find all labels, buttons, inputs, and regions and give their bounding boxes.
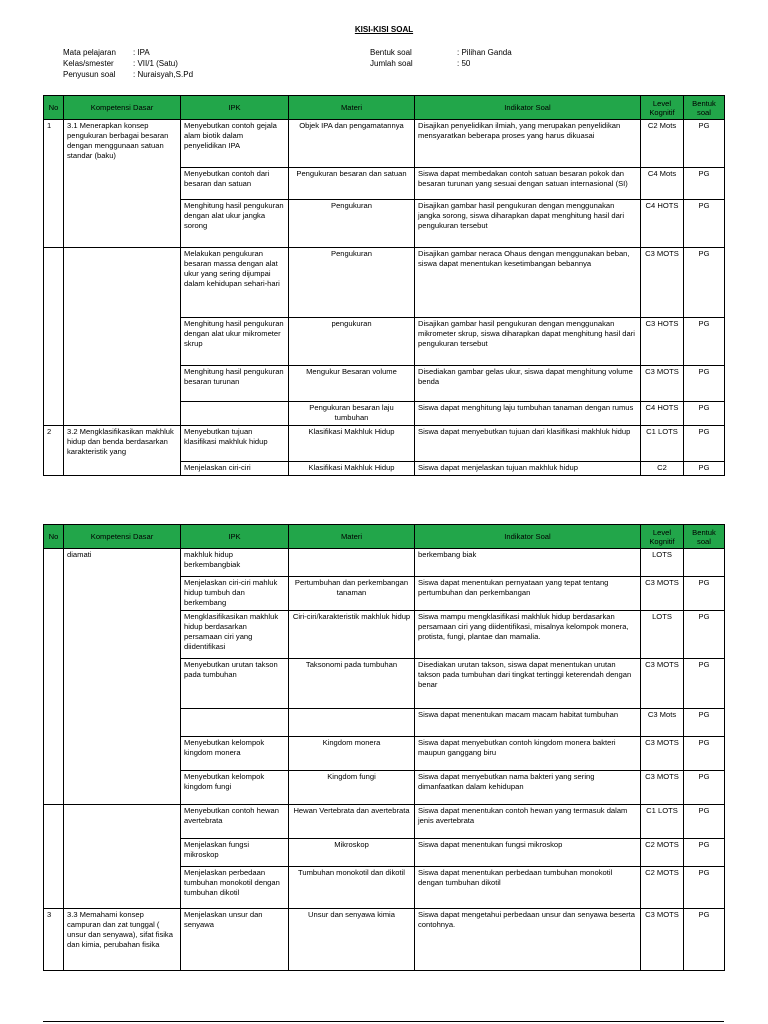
cell-materi: Pertumbuhan dan perkembangan tanaman <box>289 577 415 611</box>
cell-bentuk-soal: PG <box>684 737 725 771</box>
cell-materi: Pengukuran besaran laju tumbuhan <box>289 402 415 426</box>
cell-materi: Unsur dan senyawa kimia <box>289 909 415 971</box>
cell-ipk: Menyebutkan kelompok kingdom fungi <box>181 771 289 805</box>
cell-ipk: Menyebutkan contoh hewan avertebrata <box>181 805 289 839</box>
cell-bentuk-soal: PG <box>684 771 725 805</box>
cell-indikator-soal: Siswa dapat menyebutkan tujuan dari klasifikasi makhluk hidup <box>415 426 641 462</box>
cell-kompetensi-dasar: diamati <box>64 549 181 805</box>
cell-bentuk-soal: PG <box>684 659 725 709</box>
meta-value: : Pilihan Ganda <box>457 48 512 57</box>
table-row <box>44 426 725 462</box>
meta-value: : Nuraisyah,S.Pd <box>133 70 194 79</box>
meta-value: : 50 <box>457 59 471 68</box>
cell-bentuk-soal: PG <box>684 709 725 737</box>
cell-level-kognitif: C4 Mots <box>641 168 684 200</box>
meta-key: Mata pelajaran <box>63 48 116 57</box>
cell-bentuk-soal: PG <box>684 200 725 248</box>
kisi-table-1 <box>43 95 725 476</box>
cell-no: 1 <box>44 120 64 248</box>
table-body <box>44 120 725 476</box>
cell-indikator-soal: Siswa dapat menentukan contoh hewan yang termasuk dalam jenis avertebrata <box>415 805 641 839</box>
cell-level-kognitif: C3 HOTS <box>641 318 684 366</box>
cell-ipk: Menjelaskan fungsi mikroskop <box>181 839 289 867</box>
cell-indikator-soal: berkembang biak <box>415 549 641 577</box>
meta-key: Bentuk soal <box>370 48 412 57</box>
table-row <box>44 549 725 577</box>
cell-materi: Kingdom monera <box>289 737 415 771</box>
meta-left <box>63 47 193 80</box>
meta-row <box>370 47 512 58</box>
cell-kompetensi-dasar: 3.3 Memahami konsep campuran dan zat tunggal ( unsur dan senyawa), sifat fisika dan kimia, perubahan fisika <box>64 909 181 971</box>
cell-bentuk-soal: PG <box>684 867 725 909</box>
cell-indikator-soal: Siswa dapat menyebutkan contoh kingdom monera bakteri maupun ganggang biru <box>415 737 641 771</box>
meta-key: Kelas/smester <box>63 59 114 68</box>
cell-materi: pengukuran <box>289 318 415 366</box>
cell-level-kognitif: C1 LOTS <box>641 805 684 839</box>
cell-materi: Mikroskop <box>289 839 415 867</box>
cell-level-kognitif: C4 HOTS <box>641 200 684 248</box>
cell-indikator-soal: Disajikan gambar neraca Ohaus dengan menggunakan beban, siswa dapat menentukan kesetimbangan bebannya <box>415 248 641 318</box>
header-bentuk-soal: Bentuk soal <box>684 96 725 120</box>
header-ipk: IPK <box>181 525 289 549</box>
cell-ipk: Mengklasifikasikan makhluk hidup berdasarkan persamaan ciri yang diidentifikasi <box>181 611 289 659</box>
table-row <box>44 120 725 168</box>
cell-bentuk-soal: PG <box>684 120 725 168</box>
cell-level-kognitif: C3 MOTS <box>641 909 684 971</box>
cell-materi: Klasifikasi Makhluk Hidup <box>289 426 415 462</box>
kisi-table-2 <box>43 524 725 971</box>
table-header-row <box>44 96 725 120</box>
cell-indikator-soal: Disajikan penyelidikan ilmiah, yang merupakan penyelidikan mensyaratkan beberapa proses yang harus dikuasai <box>415 120 641 168</box>
cell-materi <box>289 549 415 577</box>
cell-materi: Kingdom fungi <box>289 771 415 805</box>
header-level-kognitif: Level Kognitif <box>641 96 684 120</box>
cell-level-kognitif: C3 MOTS <box>641 248 684 318</box>
cell-bentuk-soal: PG <box>684 611 725 659</box>
cell-ipk: makhluk hidup berkembangbiak <box>181 549 289 577</box>
header-no: No <box>44 96 64 120</box>
cell-ipk: Menyebutkan contoh gejala alam biotik dalam penyelidikan IPA <box>181 120 289 168</box>
table-row <box>44 248 725 318</box>
cell-level-kognitif: C4 HOTS <box>641 402 684 426</box>
header-kompetensi-dasar: Kompetensi Dasar <box>64 525 181 549</box>
document-title: KISI-KISI SOAL <box>354 25 414 34</box>
meta-value: : VII/1 (Satu) <box>133 59 178 68</box>
header-no: No <box>44 525 64 549</box>
cell-indikator-soal: Siswa dapat mengetahui perbedaan unsur dan senyawa beserta contohnya. <box>415 909 641 971</box>
meta-row <box>63 47 193 58</box>
cell-ipk: Menghitung hasil pengukuran dengan alat ukur mikrometer skrup <box>181 318 289 366</box>
cell-level-kognitif: C2 MOTS <box>641 867 684 909</box>
meta-key: Penyusun soal <box>63 70 116 79</box>
cell-materi: Ciri-ciri/karakteristik makhluk hidup <box>289 611 415 659</box>
cell-materi: Hewan Vertebrata dan avertebrata <box>289 805 415 839</box>
cell-no <box>44 549 64 805</box>
cell-bentuk-soal: PG <box>684 402 725 426</box>
header-ipk: IPK <box>181 96 289 120</box>
cell-materi: Pengukuran <box>289 248 415 318</box>
cell-indikator-soal: Siswa dapat menjelaskan tujuan makhluk hidup <box>415 462 641 476</box>
cell-bentuk-soal: PG <box>684 168 725 200</box>
cell-materi: Pengukuran <box>289 200 415 248</box>
cell-indikator-soal: Disediakan gambar gelas ukur, siswa dapat menghitung volume benda <box>415 366 641 402</box>
cell-no <box>44 248 64 426</box>
cell-bentuk-soal: PG <box>684 366 725 402</box>
cell-ipk <box>181 402 289 426</box>
cell-materi: Objek IPA dan pengamatannya <box>289 120 415 168</box>
cell-materi: Tumbuhan monokotil dan dikotil <box>289 867 415 909</box>
cell-bentuk-soal <box>684 549 725 577</box>
table-row <box>44 909 725 971</box>
cell-no: 2 <box>44 426 64 476</box>
cell-ipk: Menyebutkan contoh dari besaran dan satuan <box>181 168 289 200</box>
cell-ipk: Melakukan pengukuran besaran massa dengan alat ukur yang sering dijumpai dalam kehidupan sehari-hari <box>181 248 289 318</box>
cell-bentuk-soal: PG <box>684 839 725 867</box>
cell-bentuk-soal: PG <box>684 909 725 971</box>
cell-indikator-soal: Disajikan gambar hasil pengukuran dengan menggunakan mikrometer skrup, siswa diharapkan dapat menghitung hasil dari pengukuran tersebut <box>415 318 641 366</box>
header-bentuk-soal: Bentuk soal <box>684 525 725 549</box>
header-kompetensi-dasar: Kompetensi Dasar <box>64 96 181 120</box>
cell-indikator-soal: Siswa dapat menentukan fungsi mikroskop <box>415 839 641 867</box>
table-body <box>44 549 725 971</box>
cell-materi: Klasifikasi Makhluk Hidup <box>289 462 415 476</box>
cell-indikator-soal: Siswa dapat menentukan macam macam habitat tumbuhan <box>415 709 641 737</box>
cell-ipk: Menyebutkan urutan takson pada tumbuhan <box>181 659 289 709</box>
header-indikator-soal: Indikator Soal <box>415 525 641 549</box>
cell-materi: Mengukur Besaran volume <box>289 366 415 402</box>
cell-level-kognitif: C3 MOTS <box>641 366 684 402</box>
cell-level-kognitif: C3 Mots <box>641 709 684 737</box>
cell-indikator-soal: Siswa dapat menghitung laju tumbuhan tanaman dengan rumus <box>415 402 641 426</box>
cell-no <box>44 805 64 909</box>
meta-value: : IPA <box>133 48 150 57</box>
meta-right <box>370 47 512 69</box>
cell-kompetensi-dasar: 3.1 Menerapkan konsep pengukuran berbagai besaran dengan menggunaan satuan standar (baku) <box>64 120 181 248</box>
cell-level-kognitif: LOTS <box>641 611 684 659</box>
cell-ipk <box>181 709 289 737</box>
cell-level-kognitif: C3 MOTS <box>641 771 684 805</box>
meta-row <box>63 58 193 69</box>
cell-ipk: Menjelaskan ciri-ciri <box>181 462 289 476</box>
cell-level-kognitif: C3 MOTS <box>641 659 684 709</box>
cell-indikator-soal: Siswa dapat menyebutkan nama bakteri yang sering dimanfaatkan dalam kehidupan <box>415 771 641 805</box>
cell-ipk: Menjelaskan unsur dan senyawa <box>181 909 289 971</box>
header-materi: Materi <box>289 525 415 549</box>
table-header-row <box>44 525 725 549</box>
header-materi: Materi <box>289 96 415 120</box>
cell-materi <box>289 709 415 737</box>
cell-bentuk-soal: PG <box>684 462 725 476</box>
header-level-kognitif: Level Kognitif <box>641 525 684 549</box>
cell-ipk: Menyebutkan tujuan klasifikasi makhluk hidup <box>181 426 289 462</box>
cell-materi: Pengukuran besaran dan satuan <box>289 168 415 200</box>
page-divider <box>43 1021 724 1022</box>
cell-indikator-soal: Disediakan urutan takson, siswa dapat menentukan urutan takson pada tumbuhan dari tingkat tertinggi keterendah dengan benar <box>415 659 641 709</box>
cell-bentuk-soal: PG <box>684 577 725 611</box>
cell-indikator-soal: Siswa dapat membedakan contoh satuan besaran pokok dan besaran turunan yang sesuai dengan satuan internasional (SI) <box>415 168 641 200</box>
meta-row <box>370 58 512 69</box>
cell-kompetensi-dasar: 3.2 Mengklasifikasikan makhluk hidup dan benda berdasarkan karakteristik yang <box>64 426 181 476</box>
cell-ipk: Menjelaskan ciri-ciri mahluk hidup tumbuh dan berkembang <box>181 577 289 611</box>
cell-level-kognitif: C2 <box>641 462 684 476</box>
cell-kompetensi-dasar <box>64 248 181 426</box>
cell-ipk: Menyebutkan kelompok kingdom monera <box>181 737 289 771</box>
cell-kompetensi-dasar <box>64 805 181 909</box>
cell-bentuk-soal: PG <box>684 805 725 839</box>
cell-level-kognitif: C2 Mots <box>641 120 684 168</box>
cell-level-kognitif: C2 MOTS <box>641 839 684 867</box>
cell-materi: Taksonomi pada tumbuhan <box>289 659 415 709</box>
cell-no: 3 <box>44 909 64 971</box>
meta-key: Jumlah soal <box>370 59 413 68</box>
header-indikator-soal: Indikator Soal <box>415 96 641 120</box>
cell-bentuk-soal: PG <box>684 318 725 366</box>
cell-indikator-soal: Siswa dapat menentukan perbedaan tumbuhan monokotil dengan tumbuhan dikotil <box>415 867 641 909</box>
cell-indikator-soal: Siswa mampu mengklasifikasi makhluk hidup berdasarkan persamaan ciri yang diidentifikasi, misalnya kelompok monera, protista, fungi, plantae dan mamalia. <box>415 611 641 659</box>
cell-indikator-soal: Siswa dapat menentukan pernyataan yang tepat tentang pertumbuhan dan perkembangan <box>415 577 641 611</box>
cell-level-kognitif: C3 MOTS <box>641 737 684 771</box>
cell-ipk: Menjelaskan perbedaan tumbuhan monokotil dengan tumbuhan dikotil <box>181 867 289 909</box>
cell-level-kognitif: C1 LOTS <box>641 426 684 462</box>
table-row <box>44 805 725 839</box>
cell-ipk: Menghitung hasil pengukuran besaran turunan <box>181 366 289 402</box>
cell-level-kognitif: C3 MOTS <box>641 577 684 611</box>
meta-row <box>63 69 193 80</box>
cell-bentuk-soal: PG <box>684 248 725 318</box>
cell-indikator-soal: Disajikan gambar hasil pengukuran dengan menggunakan jangka sorong, siswa diharapkan dapat menghitung hasil dari pengukuran tersebut <box>415 200 641 248</box>
cell-ipk: Menghitung hasil pengukuran dengan alat ukur jangka sorong <box>181 200 289 248</box>
cell-bentuk-soal: PG <box>684 426 725 462</box>
cell-level-kognitif: LOTS <box>641 549 684 577</box>
